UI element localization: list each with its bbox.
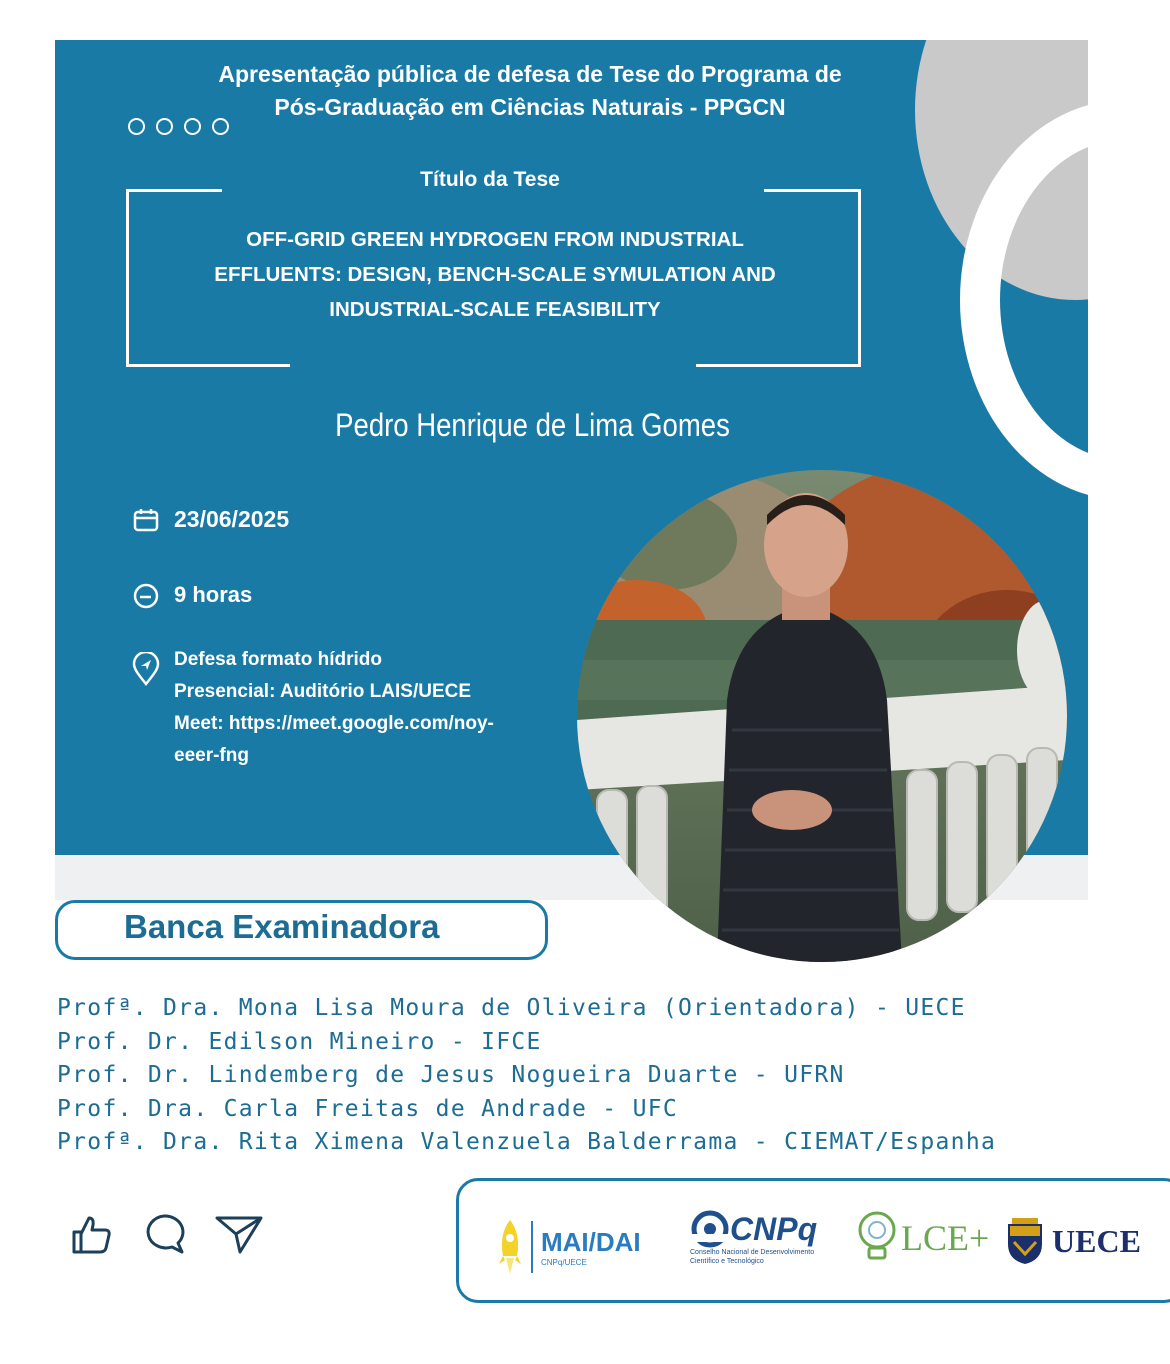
location-line[interactable]: Meet: https://meet.google.com/noy- <box>174 713 494 734</box>
location-line: Defesa formato hídrido <box>174 649 382 670</box>
header-line-2: Pós-Graduação em Ciências Naturais - PPGCN <box>274 94 786 120</box>
thesis-title-line: OFF-GRID GREEN HYDROGEN FROM INDUSTRIAL <box>246 228 744 251</box>
candidate-name: Pedro Henrique de Lima Gomes <box>335 407 730 443</box>
committee-member: Prof. Dr. Lindemberg de Jesus Nogueira Duarte - UFRN <box>57 1062 845 1088</box>
photo-illustration <box>577 470 1067 962</box>
candidate-photo <box>577 470 1067 962</box>
frame-right <box>858 189 861 367</box>
rocket-icon <box>497 1218 523 1276</box>
maidai-subtitle: CNPq/UECE <box>541 1258 587 1267</box>
social-actions <box>70 1212 264 1256</box>
dot-icon <box>128 118 145 135</box>
committee-member: Prof. Dra. Carla Freitas de Andrade - UFC <box>57 1095 679 1122</box>
location-pin-icon <box>132 652 160 686</box>
comment-icon[interactable] <box>142 1212 186 1256</box>
thesis-label: Título da Tese <box>420 168 560 191</box>
committee-member: Profª. Dra. Rita Ximena Valenzuela Balderrama - CIEMAT/Espanha <box>57 1129 997 1155</box>
dot-icon <box>156 118 173 135</box>
dot-icon <box>212 118 229 135</box>
location-line[interactable]: eeer-fng <box>174 745 249 766</box>
like-icon[interactable] <box>70 1212 114 1256</box>
lightbulb-icon <box>853 1208 901 1268</box>
logo-divider <box>531 1221 533 1273</box>
committee-title: Banca Examinadora <box>124 908 440 945</box>
dot-icon <box>184 118 201 135</box>
cnpq-subtitle-line: Científico e Tecnológico <box>690 1258 764 1265</box>
uece-logo <box>1004 1216 1141 1266</box>
frame-left <box>126 189 129 367</box>
clock-icon <box>132 582 160 610</box>
share-icon[interactable] <box>214 1212 264 1256</box>
maidai-text-block <box>541 1227 641 1267</box>
cnpq-mark <box>690 1210 817 1248</box>
cnpq-logo <box>690 1210 817 1266</box>
lce-logo <box>853 1208 989 1268</box>
cnpq-name: CNPq <box>730 1210 818 1247</box>
location-row <box>132 644 564 772</box>
event-header <box>150 58 910 124</box>
committee-member: Prof. Dr. Edilson Mineiro - IFCE <box>57 1028 542 1055</box>
maidai-logo <box>497 1218 641 1276</box>
cnpq-subtitle <box>690 1248 814 1266</box>
header-line-1: Apresentação pública de defesa de Tese do Programa de <box>218 61 842 87</box>
event-time: 9 horas <box>174 582 253 607</box>
dots-decoration <box>128 118 229 135</box>
frame-top-left <box>126 189 222 192</box>
frame-bottom-right <box>696 364 861 367</box>
location-line: Presencial: Auditório LAIS/UECE <box>174 681 472 702</box>
time-row <box>132 582 252 610</box>
cnpq-subtitle-line: Conselho Nacional de Desenvolvimento <box>690 1249 815 1256</box>
frame-top-right <box>764 189 861 192</box>
frame-bottom-left <box>126 364 290 367</box>
location-details <box>174 644 564 772</box>
cnpq-symbol-icon <box>690 1210 730 1248</box>
thesis-title-line: EFFLUENTS: DESIGN, BENCH-SCALE SYMULATION AND <box>214 263 776 286</box>
committee-members <box>57 992 996 1160</box>
calendar-icon <box>132 506 160 534</box>
committee-member: Profª. Dra. Mona Lisa Moura de Oliveira (Orientadora) - UECE <box>57 995 966 1021</box>
event-date: 23/06/2025 <box>174 506 290 532</box>
lce-name: LCE+ <box>901 1218 990 1258</box>
uece-crest-icon <box>1004 1216 1046 1266</box>
date-row <box>132 506 289 534</box>
thesis-title <box>150 222 840 327</box>
maidai-name: MAI/DAI <box>541 1227 641 1257</box>
thesis-title-line: INDUSTRIAL-SCALE FEASIBILITY <box>329 298 661 321</box>
uece-name: UECE <box>1052 1222 1141 1259</box>
